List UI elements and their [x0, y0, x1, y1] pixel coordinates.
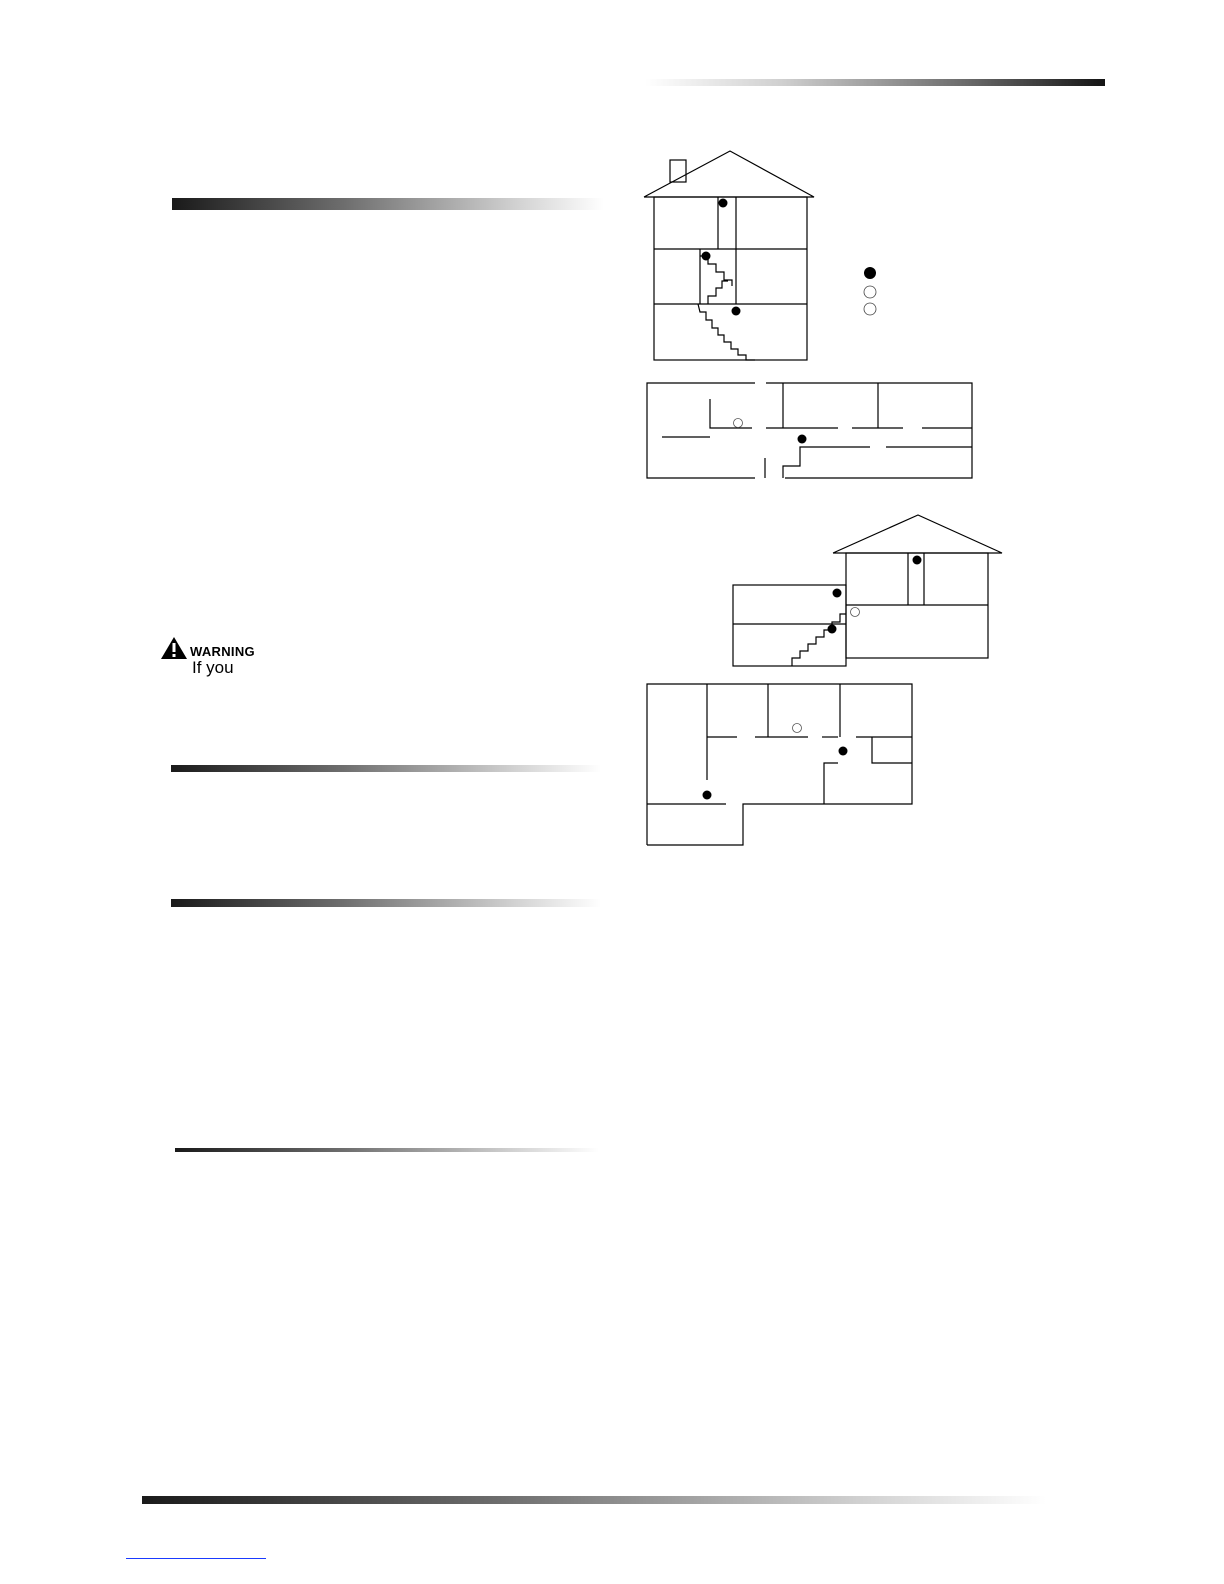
- optional-alarm-marker: [734, 419, 743, 428]
- smoke-alarm-marker: [833, 589, 842, 598]
- smoke-alarm-marker: [732, 307, 741, 316]
- stair-lower: [698, 304, 755, 360]
- house-elevation-diagram: [644, 151, 814, 360]
- smoke-alarm-marker: [839, 747, 848, 756]
- split-level-diagram: [733, 515, 1002, 666]
- legend: [864, 267, 876, 315]
- smoke-alarm-marker: [703, 791, 712, 800]
- smoke-alarm-marker: [828, 625, 837, 634]
- house-outline: [654, 197, 807, 360]
- roof: [833, 515, 1002, 553]
- smoke-alarm-markers: [702, 199, 922, 800]
- optional-alarm-marker: [793, 724, 802, 733]
- legend-open-circle: [864, 286, 876, 298]
- warning-label: WARNING: [190, 644, 255, 659]
- smoke-alarm-marker: [798, 435, 807, 444]
- smoke-alarm-marker: [913, 556, 922, 565]
- smoke-alarm-marker: [719, 199, 728, 208]
- smoke-alarm-marker: [702, 252, 711, 261]
- legend-open-circle: [864, 303, 876, 315]
- warning-text: If you: [192, 658, 234, 677]
- floor-plan-1: [647, 383, 972, 478]
- floor-plan-2: [647, 684, 912, 845]
- legend-filled-circle: [864, 267, 876, 279]
- footer-link-underline[interactable]: [126, 1558, 266, 1559]
- optional-alarm-marker: [851, 608, 860, 617]
